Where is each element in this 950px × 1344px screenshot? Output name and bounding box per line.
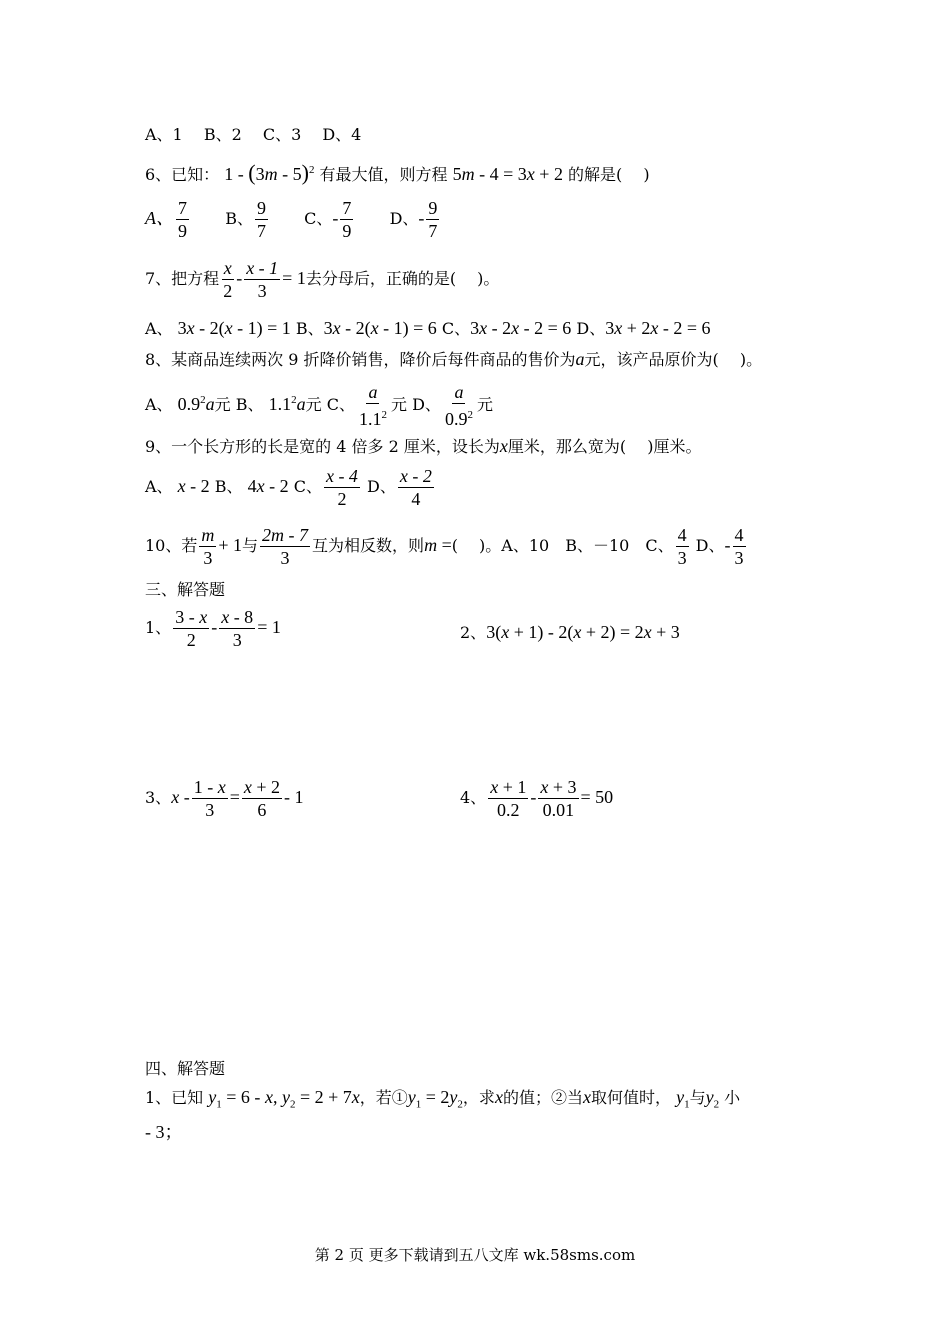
q10-opt-d-fraction: $\frac{4}{3}$ (734, 525, 744, 568)
q6-opt-b-label: B、 (225, 209, 253, 228)
q6-opt-a-fraction: $\frac{7}{9}$ (178, 198, 187, 241)
q9-opt-d-fraction: $\frac{x - 2}{4}$ (399, 466, 432, 509)
q6-suffix: 的解是( ) (568, 165, 650, 184)
q6-opt-c-fraction: $\frac{7}{9}$ (342, 198, 352, 241)
q10-stem: 10、若 $\frac{m}{3}$ + 1与 $\frac{2m - 7}{3}$ 互为相反数，则m =( )。A、10 B、－10 C、 $\frac{4}{3}$ D、- $\frac{4}{3}$ (145, 525, 744, 568)
q8-options: A、 $0.9^2a$元 B、 $1.1^2a$元 C、 $\frac{a}{1.1^2}$ 元 D、 $\frac{a}{0.9^2}$ 元 (145, 382, 493, 429)
section3-problem-4: 4、 $\frac{x + 1}{0.2}$ - $\frac{x + 3}{0.01}$ = 50 (460, 777, 614, 820)
q6-mid: 有最大值，则方程 (319, 165, 448, 184)
q9-stem: 9、一个长方形的长是宽的 4 倍多 2 厘米，设长为x厘米，那么宽为( )厘米。 (145, 436, 702, 456)
q8-stem: 8、某商品连续两次 9 折降价销售，降价后每件商品的售价为a元，该产品原价为( )。 (145, 349, 763, 369)
q7-fraction-1: $\frac{x}{2}$ (223, 258, 233, 301)
q6-stem (145, 159, 650, 186)
section4-problem-1: 1、已知 $y_1 = 6 - x$, $y_2 = 2 + 7x$，若$①y_1 = 2y_2$，求x的值；②当x取何值时， $y_1$与$y_2$ 小 (145, 1087, 741, 1111)
q6-opt-b-fraction: $\frac{9}{7}$ (256, 198, 266, 241)
section4-problem-1-cont: - 3； (145, 1122, 183, 1142)
page-footer: 第 2 页 更多下载请到五八文库 wk.58sms.com (314, 1246, 636, 1264)
section3-problem-1: 1、 $\frac{3 - x}{2}$ - $\frac{x - 8}{3}$ = 1 (145, 607, 281, 650)
section4-title: 四、解答题 (145, 1059, 226, 1078)
q6-prefix: 6、已知： (145, 165, 220, 184)
q6-opt-a-label: A、 (145, 208, 174, 228)
q7-prefix: 7、把方程 (145, 269, 220, 288)
q10-opt-c-fraction: $\frac{4}{3}$ (677, 525, 687, 568)
q8-opt-c-fraction: $\frac{a}{1.1^2}$ (358, 382, 387, 429)
section3-problem-3: 3、x - $\frac{1 - x}{3}$ = $\frac{x + 2}{6}$ - 1 (145, 777, 304, 820)
q9-options: A、 x - 2 B、 4x - 2 C、 $\frac{x - 4}{2}$ D、 $\frac{x - 2}{4}$ (145, 466, 432, 509)
q6-opt-d-fraction: $\frac{9}{7}$ (428, 198, 438, 241)
q7-suffix: 去分母后，正确的是( )。 (305, 269, 500, 288)
q6-equation: 5m - 4 = 3x + 2 (452, 164, 563, 184)
q7-options: A、 3x - 2(x - 1) = 1 B、3x - 2(x - 1) = 6 C、3x - 2x - 2 = 6 D、3x + 2x - 2 = 6 (145, 318, 711, 338)
q8-opt-d-fraction: $\frac{a}{0.9^2}$ (444, 382, 473, 429)
q6-opt-c-label: C、 (304, 209, 333, 228)
q7-stem: 7、把方程 $\frac{x}{2}$ - $\frac{x - 1}{3}$ = 1去分母后，正确的是( )。 (145, 258, 500, 301)
q5-options: A、1 B、2 C、3 D、4 (145, 125, 362, 144)
section3-title: 三、解答题 (145, 580, 226, 599)
q7-fraction-2: $\frac{x - 1}{3}$ (246, 258, 279, 301)
q9-opt-c-fraction: $\frac{x - 4}{2}$ (325, 466, 358, 509)
q10-fraction-2: $\frac{2m - 7}{3}$ (262, 525, 309, 568)
q6-options: A、 $\frac{7}{9}$ B、 $\frac{9}{7}$ C、- $\frac{7}{9}$ D、- $\frac{9}{7}$ (145, 198, 438, 241)
q6-expression: 1 - (3m - 5)$^2$ (224, 160, 315, 185)
q10-fraction-1: $\frac{m}{3}$ (201, 525, 215, 568)
section3-problem-2: 2、3(x + 1) - 2(x + 2) = 2x + 3 (460, 622, 680, 642)
q6-opt-d-label: D、 (389, 209, 419, 228)
